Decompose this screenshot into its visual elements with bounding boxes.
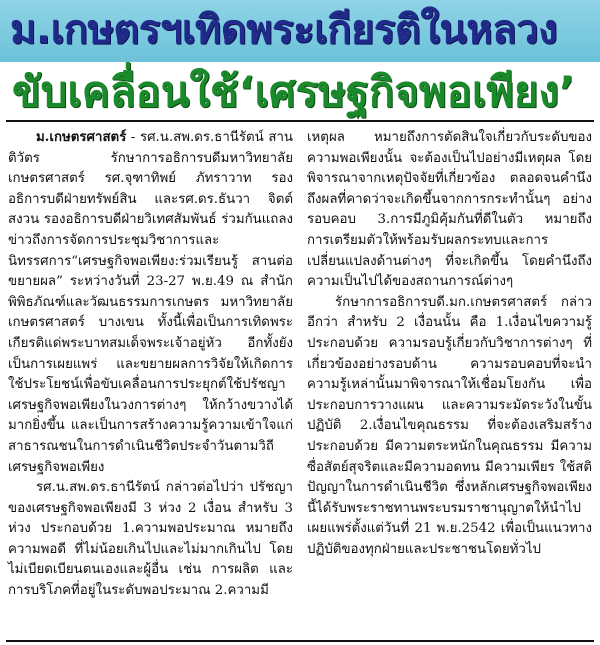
paragraph: รักษาการอธิการบดี.มก.เกษตรศาสตร์ กล่าวอีกว่า สำหรับ 2 เงื่อนนั้น คือ 1.เงื่อนไขความรู้ ประกอบด้วย ความรอบรู้เกี่ยวกับวิชาการต่างๆ ที่เกี่ยวข้องอย่างรอบด้าน ความรอบคอบที่จะนำความรู้เหล่านั้นมาพิจารณาให้เชื่อมโยงกัน เพื่อประกอบการวางแผน และความระมัดระวังในขั้นปฏิบัติ 2.เงื่อนไขคุณธรรม ที่จะต้องเสริมสร้างประกอบด้วย มีความตระหนักในคุณธรรม มีความซื่อสัตย์สุจริตและมีความอดทน มีความเพียร ใช้สติปัญญาในการดำเนินชีวิต ซึ่งหลักเศรษฐกิจพอเพียงนี้ได้รับพระราชทานพระบรมราชานุญาตให้นำไปเผยแพร่ตั้งแต่วันที่ 21 พ.ย.2542 เพื่อเป็นแนวทางปฏิบัติของทุกฝ่ายและประชาชนโดยทั่วไป [307,294,592,557]
article-body [8,128,592,638]
bottom-rule [6,640,594,642]
paragraph [8,128,293,478]
column-left [8,128,293,638]
column-right [307,128,592,638]
paragraph-text: - รศ.น.สพ.ดร.ธานีรัตน์ สานติวัตร รักษาการอธิการบดีมหาวิทยาลัยเกษตรศาสตร์ รศ.จุฑาทิพย์ ภัทราวาท รองอธิการบดีฝ่ายทรัพย์สิน และรศ.ดร.ธันวา จิตต์สงวน รองอธิการบดีฝ่ายวิเทศสัมพันธ์ ร่วมกันแถลงข่าวถึงการจัดการประชุมวิชาการและนิทรรศการ“เศรษฐกิจพอเพียง:ร่วมเรียนรู้ สานต่อ ขยายผล” ระหว่างวันที่ 23-27 พ.ย.49 ณ สำนักพิพิธภัณฑ์และวัฒนธรรมการเกษตร มหาวิทยาลัยเกษตรศาสตร์ บางเขน ทั้งนี้เพื่อเป็นการเทิดพระเกียรติแด่พระบาทสมเด็จพระเจ้าอยู่หัว อีกทั้งยังเป็นการเผยแพร่ และขยายผลการวิจัยให้เกิดการใช้ประโยชน์เพื่อขับเคลื่อนการประยุกต์ใช้ปรัชญาเศรษฐกิจพอเพียงในวงการต่างๆ ให้กว้างขวางได้มากยิ่งขึ้น และเป็นการสร้างความรู้ความเข้าใจแก่สาธารณชนในการดำเนินชีวิตประจำวันตามวิถีเศรษฐกิจพอเพียง [8,130,293,475]
lead-label: ม.เกษตรศาสตร์ [36,130,127,145]
subheadline: ขับเคลื่อนใช้‘เศรษฐกิจพอเพียง’ [12,67,575,116]
paragraph: รศ.น.สพ.ดร.ธานีรัตน์ กล่าวต่อไปว่า ปรัชญาของเศรษฐกิจพอเพียงมี 3 ห่วง 2 เงื่อน สำหรับ 3 ห่วง ประกอบด้วย 1.ความพอประมาณ หมายถึงความพอดี ที่ไม่น้อยเกินไปและไม่มากเกินไป โดยไม่เบียดเบียนตนเองและผู้อื่น เช่น การผลิต และการบริโภคที่อยู่ในระดับพอประมาณ 2.ความมี [8,480,293,599]
headline: ม.เกษตรฯเทิดพระเกียรติในหลวง [10,7,558,53]
paragraph: เหตุผล หมายถึงการตัดสินใจเกี่ยวกับระดับของความพอเพียงนั้น จะต้องเป็นไปอย่างมีเหตุผล โดยพิจารณาจากเหตุปัจจัยที่เกี่ยวข้อง ตลอดจนคำนึงถึงผลที่คาดว่าจะเกิดขึ้นจากการกระทำนั้นๆ อย่างรอบคอบ 3.การมีภูมิคุ้มกันที่ดีในตัว หมายถึงการเตรียมตัวให้พร้อมรับผลกระทบและการเปลี่ยนแปลงด้านต่างๆ ที่จะเกิดขึ้น โดยคำนึงถึงความเป็นไปได้ของสถานการณ์ต่างๆ [307,130,592,290]
top-rule [6,120,594,122]
